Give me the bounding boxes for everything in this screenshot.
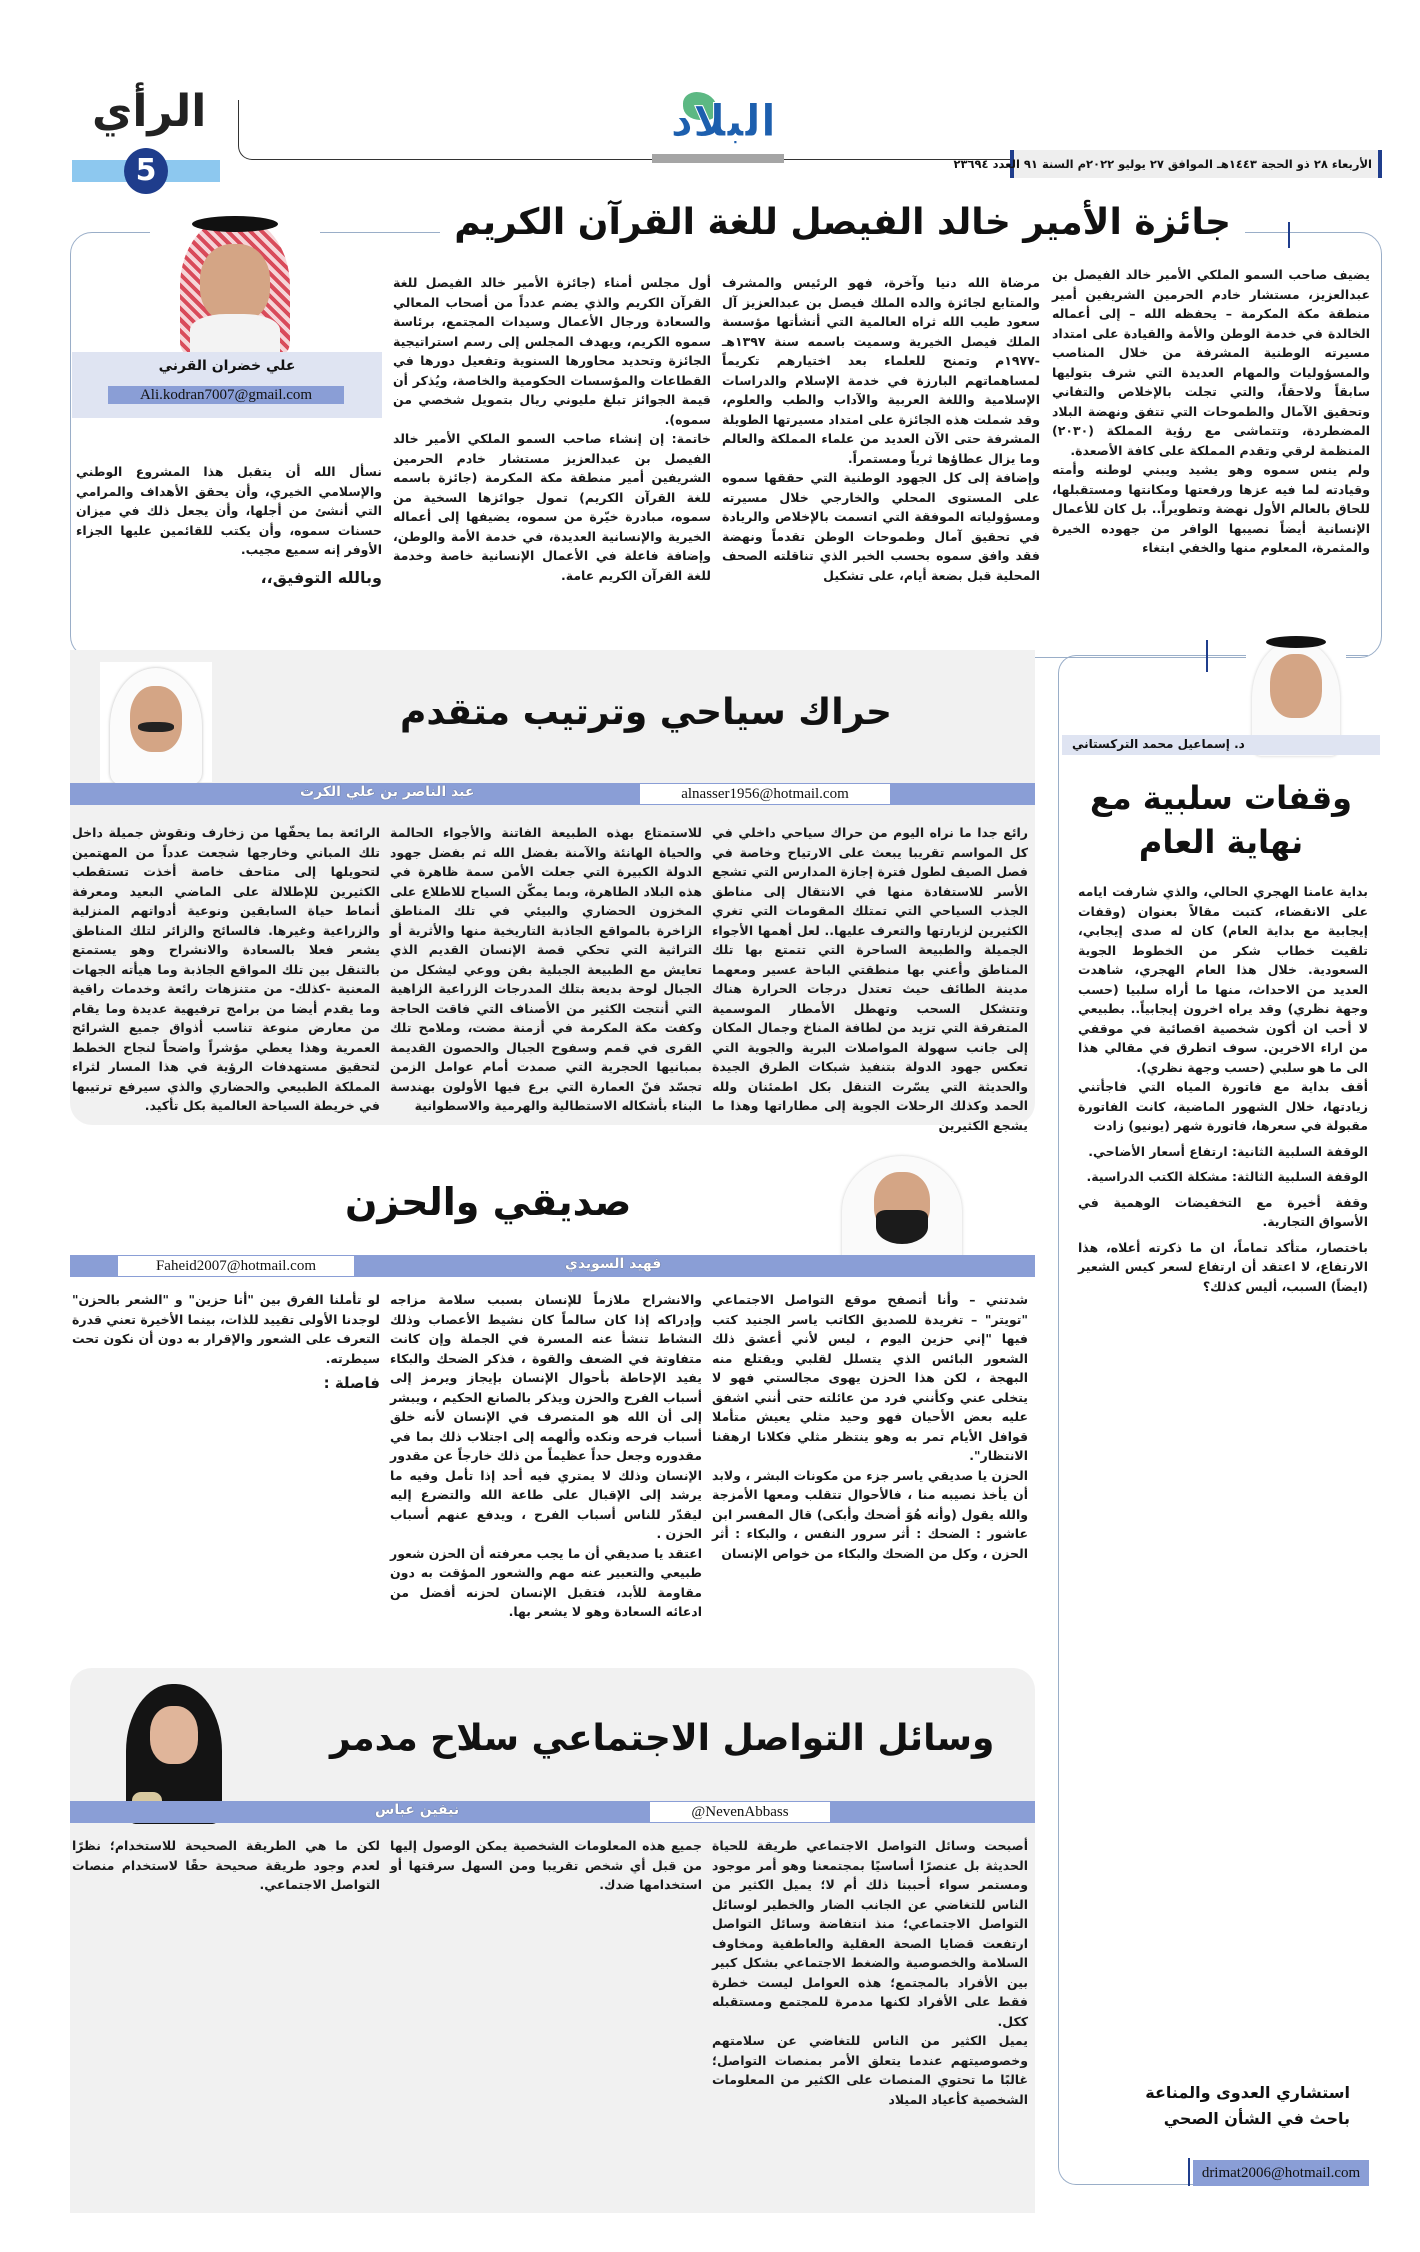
author-photo: [822, 1150, 982, 1260]
author-photo: [150, 202, 320, 354]
side-frame-tick: [1206, 640, 1208, 672]
page-number-badge: 5: [124, 148, 168, 194]
article-title: وقفات سلبية مع نهاية العام: [1089, 779, 1353, 861]
section-title: الرأي: [92, 86, 207, 137]
article-title: صديقي والحزن: [345, 1180, 632, 1224]
article-title: وسائل التواصل الاجتماعي سلاح مدمر: [330, 1718, 995, 1759]
article-column: رائع جدا ما نراه اليوم من حراك سياحي داخلي في كل المواسم تقريبا يبعث على الارتياح وخاصة في فصل الصيف لطول فترة إجازة المدارس التي تشجع الأسر للاستفادة منها في الانتقال إلى مناطق الجذب السياحي التي تمتلك المقومات التي تغري الكثيرين لزيارتها والتعرف عليها.. لعل أهمها الأجواء الجميلة والطبيعة الساحرة التي تتمتع بها تلك المناطق وأعني بها منطقتي الباحة عسير ومعهما مدينة الطائف حيث تعتدل درجات الحرارة هناك وتتشكل السحب وتهطل الأمطار الموسمية المتفرقة التي تزيد من لطافة المناخ وجمال المكان إلى جانب سهولة المواصلات البرية والجوية التي تعكس جهود الدولة بتنفيذ شبكات الطرق الجيدة والحديثة التي يسّرت التنقل بكل اطمئنان ولله الحمد وكذلك الرحلات الجوية إلى مطاراتها وهذا ما يشجع الكثيرين: [712, 825, 1028, 1133]
closing-line: وبالله التوفيق،،: [260, 567, 382, 587]
article-column: يضيف صاحب السمو الملكي الأمير خالد الفيصل بن عبدالعزيز، مستشار خادم الحرمين الشريفين أمير منطقة مكة المكرمة – يحفظه الله – إلى أعماله الخالدة في خدمة الوطن والأمة والقيادة على امتداد مسيرته الوطنية المشرفة من خلال المناصب والمسؤوليات والمهام العديدة التي شرف بتوليها سابقاً ولاحقاً، والتي تجلت بالإخلاص والتفاني وتحقيق الآمال والطموحات التي تتفق ونهضة البلاد المضطردة، وتتماشى مع رؤية المملكة (٢٠٣٠) المنظمة لرقي وتقدم المملكة على كافة الأصعدة. ولم ينس سموه وهو يشيد ويبني لوطنه وأمته وقيادته لما فيه عزها ورفعتها ومكانتها ومستقبلها، للحاق بالعالم الأول نهضة وتطويراً.. بل كان للأعمال الإنسانية أيضاً نصيبها الوافر من جهوده الخيرة والمثمرة، المعلوم منها والخفي ابتغاء: [1052, 267, 1370, 555]
masthead-rule: [238, 100, 1018, 160]
author-email: Ali.kodran7007@gmail.com: [108, 386, 344, 404]
author-email: drimat2006@hotmail.com: [1193, 2160, 1369, 2186]
article-title: حراك سياحي وترتيب متقدم: [400, 692, 892, 733]
article-column: لو تأملنا الفرق بين "أنا حزين" و "الشعر بالحزن" لوجدنا الأولى تقييد للذات، بينما الأخيرة تعني قدرة التعرف على الشعور والإقرار به دون أن نكون تحت سيطرته. فاصلة :: [72, 1292, 380, 1392]
article-column: والانشراح ملازماً للإنسان بسبب سلامة مزاجه وإدراكه إذا كان سالماً كان نشيط الأعصاب وذلك النشاط تنشأ عنه المسرة في الجملة وإن كانت متفاوتة في الضعف والقوة ، فذكر الضحك والبكاء يفيد الإحاطة بأحوال الإنسان بإيجاز ويرمز إلى أسباب الفرح والحزن ويذكر بالصانع الحكيم ، ويبشر إلى أن الله هو المتصرف في الإنسان لأنه خلق أسباب فرحه ونكده وألهمه إلى اجتلاب ذلك بما في مقدوره وجعل حداً عظيماً من ذلك خارجاً عن مقدور الإنسان وذلك لا يمتري فيه أحد إذا تأمل وفيه ما يرشد إلى الإقبال على طاعة الله والتضرع إليه ليقدّر للناس أسباب الفرح ، ويدفع عنهم أسباب الحزن . اعتقد يا صديقي أن ما يجب معرفته أن الحزن شعور طبيعي والتعبير عنه مهم والشعور المؤقت به دون مقاومة للأبد، فتقبل الإنسان لحزنه أفضل من ادعائه السعادة وهو لا يشعر بها.: [390, 1292, 702, 1619]
article-column: جميع هذه المعلومات الشخصية يمكن الوصول إليها من قبل أي شخص تقريبا ومن السهل سرقتها أو استخدامها ضدك.: [390, 1838, 702, 1892]
article-column: مرضاة الله دنيا وآخرة، فهو الرئيس والمشرف والمتابع لجائزة والده الملك فيصل بن عبدالعزيز آل سعود طيب الله ثراه العالمية التي أنشأتها مؤسسة الملك فيصل الخيرية وسميت باسمه سنة ١٣٩٧هـ -١٩٧٧م وتمنح للعلماء بعد اختيارهم تكريماً لمساهماتهم البارزة في خدمة الإسلام والدراسات الإسلامية واللغة العربية والآداب والطب والعلوم، وقد شملت هذه الجائزة على امتداد مسيرتها الطويلة المشرفة حتى الآن العديد من علماء المملكة والعالم وما يزال عطاؤها ثرياً ومستمراً. وإضافة إلى كل الجهود الوطنية التي حققها سموه على المستوى المحلي والخارجي خلال مسيرته ومسؤولياته الموفقة التي اتسمت بالإخلاص والريادة في تحقيق آمال وطموحات الوطن تقدماً ونهضة فقد وافق سموه بحسب الخبر الذي تناقلته الصحف المحلية قبل بضعة أيام، على تشكيل: [722, 275, 1040, 583]
byline-bar: [70, 1801, 1035, 1823]
article-title: جائزة الأمير خالد الفيصل للغة القرآن الكريم: [440, 202, 1245, 243]
byline-bar: [70, 783, 1035, 805]
article-column: أول مجلس أمناء (جائزة الأمير خالد الفيصل للغة القرآن الكريم والذي يضم عدداً من أصحاب المعالي والسعادة ورجال الأعمال وسيدات المجتمع، برئاسة سموه الكريم، ويهدف المجلس إلى رسم استراتيجية الجائزة وتحديد محاورها السنوية وتفعيل دورها في القطاعات والمؤسسات الحكومية والخاصة، ويُذكر أن قيمة الجوائز تبلغ مليوني ريال بتمويل شخصي من سموه). خاتمة: إن إنشاء صاحب السمو الملكي الأمير خالد الفيصل بن عبدالعزيز مستشار خادم الحرمين الشريفين أمير منطقة مكة المكرمة (جائزة باسمه للغة القرآن الكريم) تمول جوائزها السخية من سموه، مبادرة خيّرة من سموه، يضيفها إلى أعماله الخيرية والإنسانية العديدة، في خدمة الأمة والوطن، وإضافة فاعلة في الأعمال الإنسانية خاصة وخدمة للغة القرآن الكريم عامة.: [393, 275, 711, 583]
dateline: الأربعاء ٢٨ ذو الحجة ١٤٤٣هـ الموافق ٢٧ يوليو ٢٠٢٢م السنة ٩١ العدد ٢٣٦٩٤: [1010, 150, 1382, 178]
author-email: Faheid2007@hotmail.com: [118, 1256, 354, 1276]
author-name: عبد الناصر بن علي الكرت: [300, 784, 475, 800]
logo: البلاد: [655, 90, 780, 150]
article-column: للاستمتاع بهذه الطبيعة الفاتنة والأجواء الحالمة والحياة الهانئة والآمنة بفضل الله ثم بفضل جهود الدولة الكبيرة التي جعلت الأمن سمة ظاهرة في هذه البلاد الطاهرة، وبما يمكّن السياح للاطلاع على المخزون الحضاري والبيئي في تلك المناطق الزاخرة بالمواقع الجاذبة التاريخية منها والأثرية أو التراثية التي تحكي قصة الإنسان القديم الذي تعايش مع الطبيعة الجبلية بفن ووعي ليشكل من الجبال لوحة بديعة بتلك المدرجات الزراعية الزاهية التي أنتجت الكثير من الأصناف التي فاقت الحاجة وكفت مكة المكرمة في أزمنة مضت، وملامح تلك القرى في قمم وسفوح الجبال والحصون القديمة بمبانيها الحجرية التي صمدت أمام عوامل الزمن تجسّد فنّ العمارة التي برع فيها الأولون بهندسة البناء بأشكاله الاستطالية والهرمية والاسطوانية: [390, 825, 702, 1113]
author-photo: [100, 662, 212, 782]
author-photo: [112, 1680, 236, 1820]
article-column: أصبحت وسائل التواصل الاجتماعي طريقة للحياة الحديثة بل عنصرًا أساسيًا بمجتمعنا وهو أمر موجود ومستمر سواء أحببنا ذلك أم لا؛ يميل الكثير من الناس للتغاضي عن الجانب الضار والخطير لوسائل التواصل الاجتماعي؛ منذ انتفاضة وسائل التواصل ارتفعت قضايا الصحة العقلية والعاطفية ومخاوف السلامة والخصوصية والضغط الاجتماعي بشكل كبير بين الأفراد بالمجتمع؛ هذه العوامل ليست خطرة فقط على الأفراد لكنها مدمرة للمجتمع ومستقبله ككل. يميل الكثير من الناس للتغاضي عن سلامتهم وخصوصيتهم عندما يتعلق الأمر بمنصات التواصل؛ غالبًا ما تحتوي المنصات على الكثير من المعلومات الشخصية كأعياد الميلاد: [712, 1838, 1028, 2107]
author-email: alnasser1956@hotmail.com: [640, 784, 890, 804]
author-name: علي خضران القرني: [158, 358, 296, 374]
author-name: نيفين عباس: [375, 1802, 460, 1818]
author-signature: استشاري العدوى والمناعة باحث في الشأن الصحي: [1145, 2083, 1350, 2128]
email-tick: [1188, 2158, 1190, 2186]
logo-underbar: [652, 154, 784, 163]
article-column: الرائعة بما يحفّها من زخارف ونقوش جميلة داخل تلك المباني وخارجها شجعت عدداً من المهتمين لتحويلها إلى متاحف خاصة أخذت تستقطب الكثيرين للإطلالة على الماضي البعيد ومعرفة أنماط حياة السابقين ونوعية أدواتهم المنزلية والزراعية وغيرها. فالسائح والزائر لتلك المناطق يشعر فعلا بالسعادة والانشراح وهو يستمتع بالتنقل بين تلك المواقع الجاذبة وما هيأته الجهات المعنية -كذلك- من متنزهات رائعة وخدمات راقية وما يقدم أيضا من برامج ترفيهية عديدة وما يقام من معارض منوعة تناسب أذواق جميع الشرائح العمرية وهذا يعطي مؤشراً واضحاً لنجاح الخطط لتحقيق مستهدفات الرؤية في هذا المسار لثراء المملكة الطبيعي والحضاري والذي سيرفع ترتيبها في خريطة السياحة العالمية بكل تأكيد.: [72, 825, 380, 1113]
article-column: نسأل الله أن يتقبل هذا المشروع الوطني والإسلامي الخيري، وأن يحقق الأهداف والمرامي التي أنشئ من أجلها، وأن يجعل ذلك في ميزان حسنات سموه، وأن يكتب للقائمين عليها الجزاء الأوفر إنه سميع مجيب. وبالله التوفيق،،: [76, 464, 382, 587]
article-column: بداية عامنا الهجري الحالي، والذي شارفت ايامه على الانقضاء، كتبت مقالاً بعنوان (وقفات إيجابية مع بداية العام) كان له صدى إيجابي، تلقيت خطاب شكر من الخطوط الجوية السعودية. خلال هذا العام الهجري، شاهدت العديد من الاحداث، منها ما أراه سلبيا (حسب وجهة نظري) وقد يراه اخرون إيجابياً.. بطبيعي لا أحب ان أكون شخصية اقصائية في موقفي من اراء الاخرين. سوف اتطرق في مقالي هذا الى ما هو سلبي (حسب وجهة نظري). أقف بداية مع فاتورة المياه التي فاجأتني زيادتها، خلال الشهور الماضية، كانت الفاتورة مقبولة في سعرها، فاتورة شهر (يونيو) زادت الوقفة السلبية الثانية: ارتفاع أسعار الأضاحي. الوقفة السلبية الثالثة: مشكلة الكتب الدراسية. وقفة أخيرة مع التخفيضات الوهمية في الأسواق التجارية. باختصار، متأكد تماماً، ان ما ذكرته أعلاه، هذا الارتفاع، لا اعتقد أن ارتفاع لسعر كيس الشعير (ايضاً) السبب، أليس كذلك؟: [1078, 884, 1368, 1294]
article-column: لكن ما هي الطريقة الصحيحة للاستخدام؛ نظرًا لعدم وجود طريقة صحيحة حقًا لاستخدام منصات التواصل الاجتماعي.: [72, 1838, 380, 1892]
title-tick: [1288, 222, 1290, 248]
masthead: [0, 0, 1420, 190]
author-name: د. إسماعيل محمد التركستاني: [1072, 737, 1245, 751]
author-name: فهيد السويدي: [565, 1256, 662, 1272]
subheading: فاصلة :: [323, 1374, 380, 1392]
article-column: شدتني – وأنا أتصفح موقع التواصل الاجتماعي "تويتر" – تغريدة للصديق الكاتب ياسر الجنيد كتب فيها "إني حزين اليوم ، ليس لأني أعشق ذلك الشعور البائس الذي يتسلل لقلبي ويقتلع منه البهجة ، لكن هذا الحزن يهوى مجالستي فهو لا يتخلى عني وكأنني فرد من عائلته حتى أنني اشفق عليه بعض الأحيان فهو وحيد مثلي يعيش متأملا قوافل الأيام تمر به وهو ينتظر مثلي فكلانا ارهقنا الانتظار". الحزن يا صديقي ياسر جزء من مكونات البشر ، ولابد أن يأخذ نصيبه منا ، فالأحوال تتقلب ومعها الأمزجة والله يقول (وأنه هُوَ أضحك وأبكى) قال المفسر ابن عاشور : الضحك : أثر سرور النفس ، والبكاء : أثر الحزن ، وكل من الضحك والبكاء من خواص الإنسان: [712, 1292, 1028, 1561]
author-email: @NevenAbbass: [650, 1802, 830, 1822]
